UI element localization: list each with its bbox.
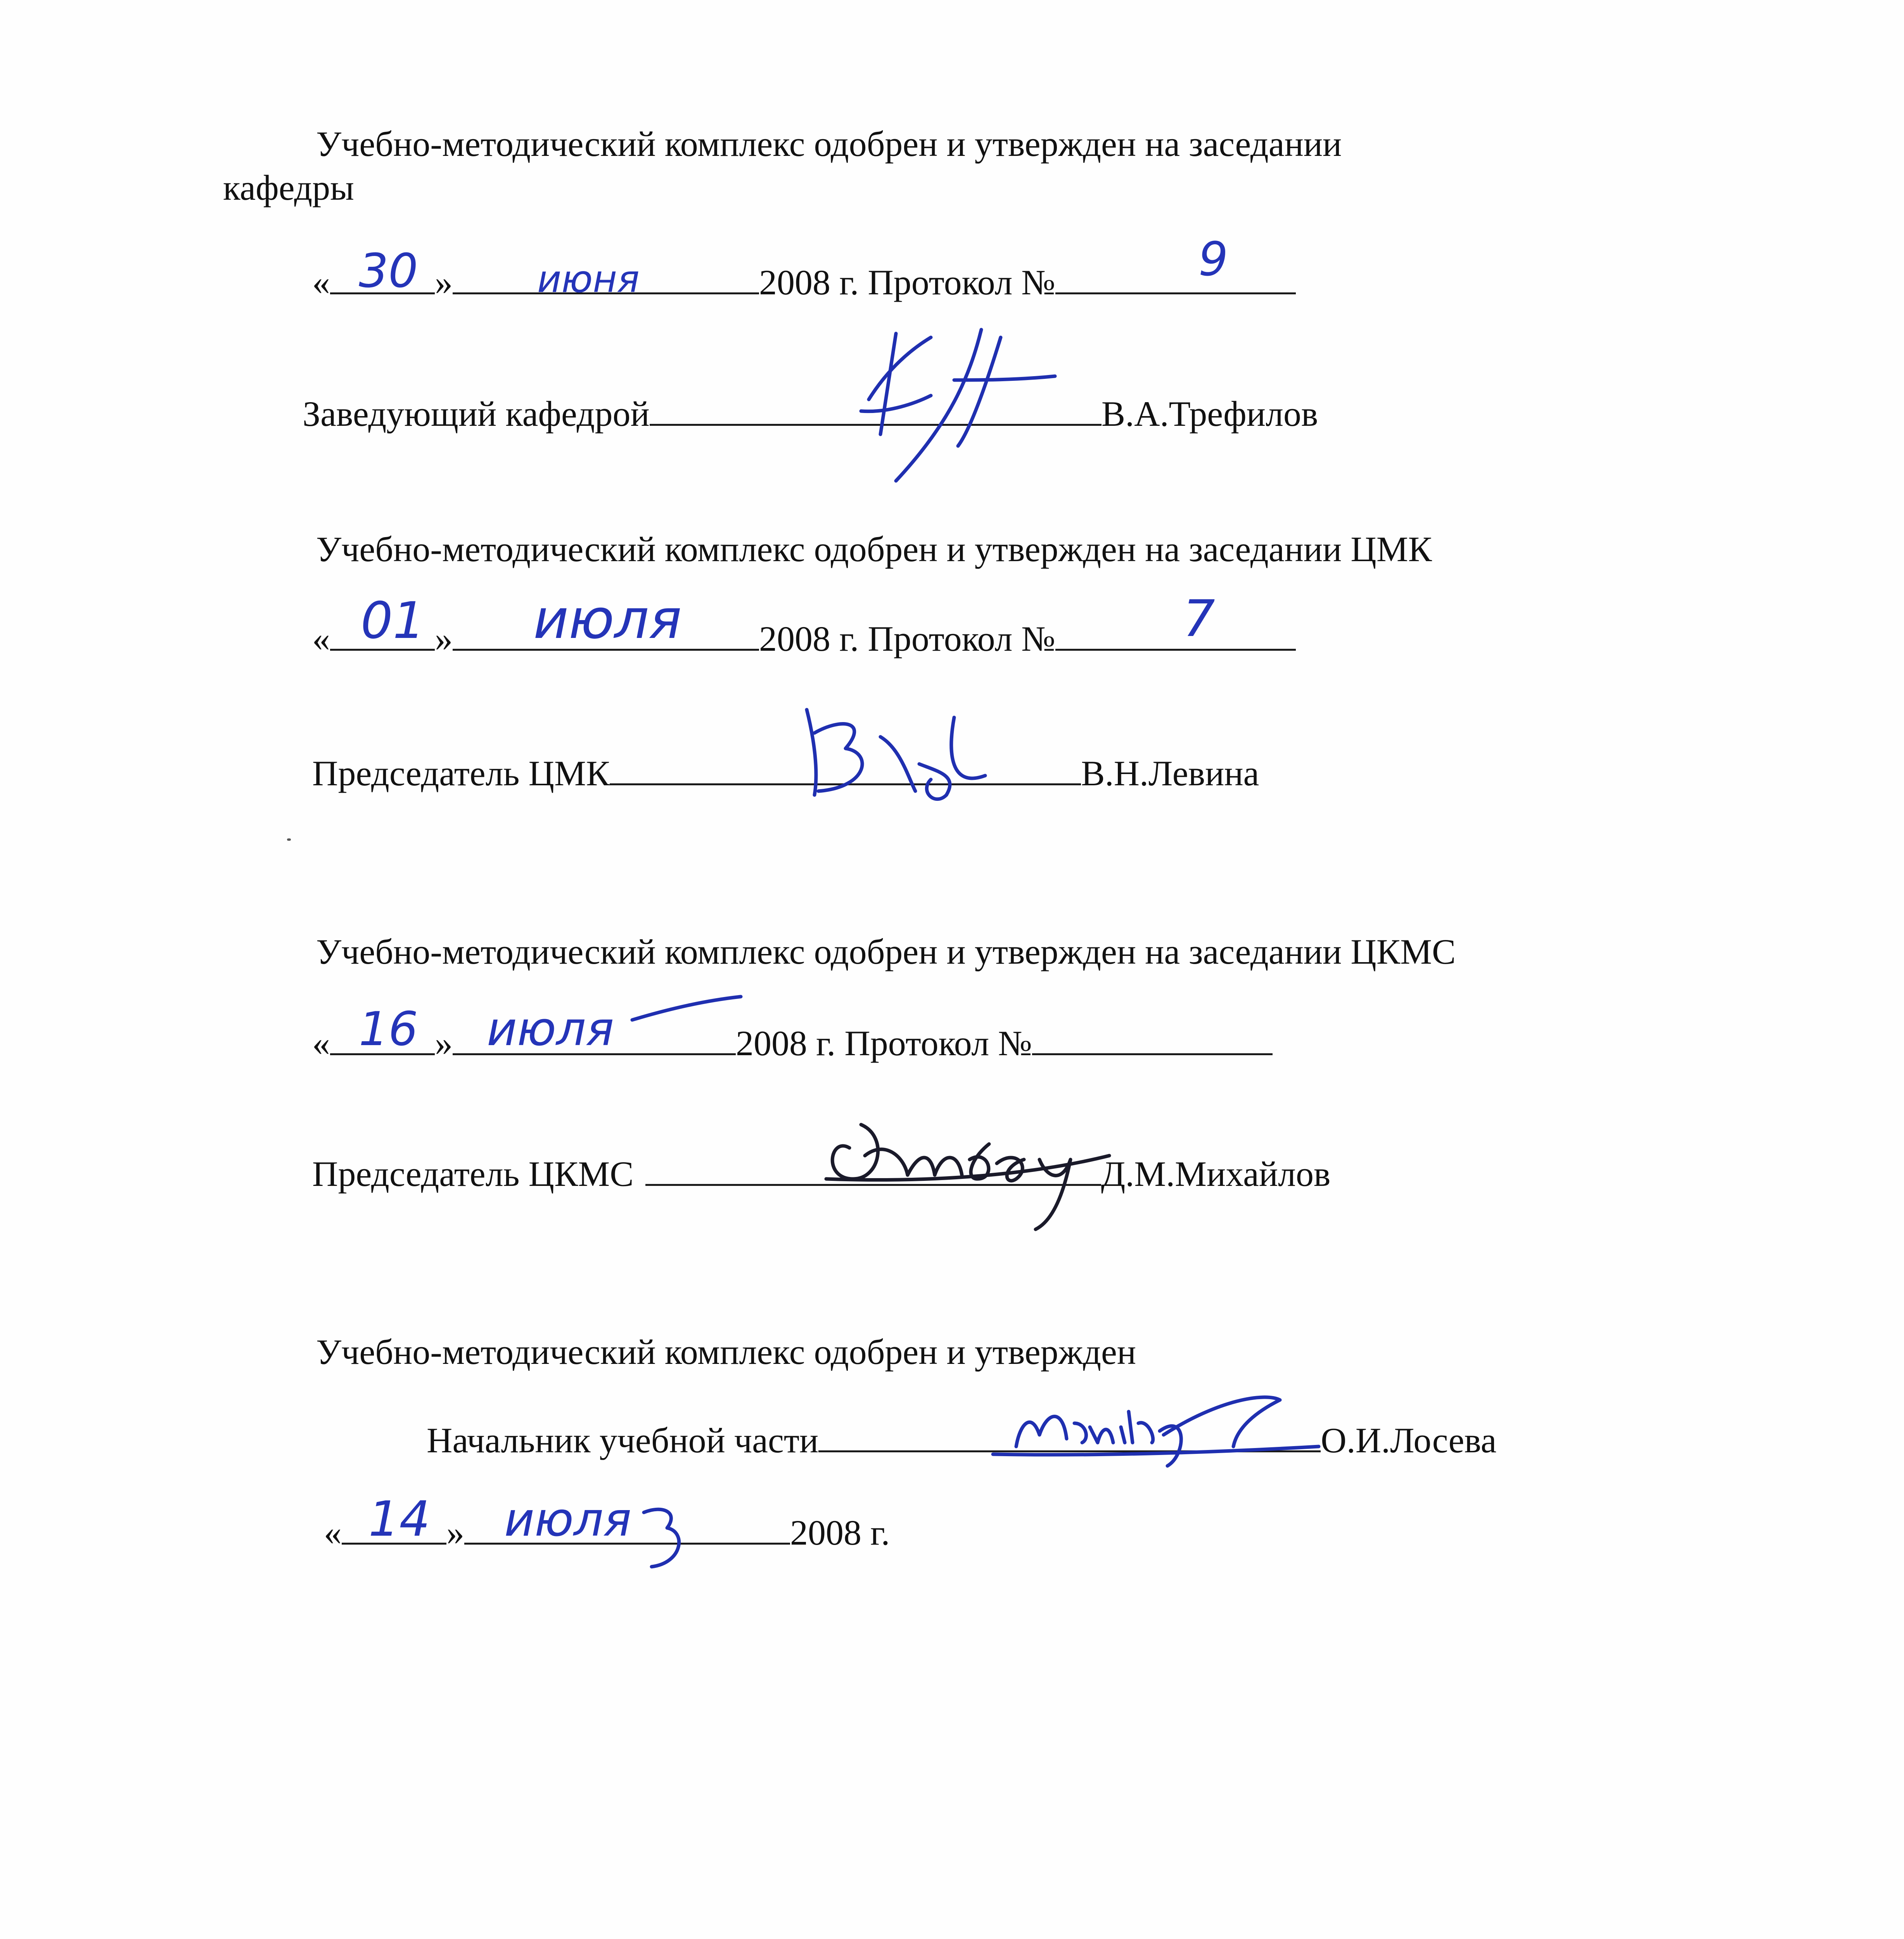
kafedra-signer-name: В.А.Трефилов bbox=[1101, 394, 1318, 434]
scan-speck bbox=[287, 838, 291, 841]
ckms-signature-image bbox=[815, 1101, 1125, 1237]
ckms-date-line bbox=[312, 1023, 1273, 1061]
kafedra-month-handwritten: июня bbox=[537, 257, 640, 301]
ckms-approval-text bbox=[316, 934, 1456, 970]
quote-open: « bbox=[312, 1023, 330, 1063]
cmk-approval-line: Учебно-методический комплекс одобрен и утвержден на заседании ЦМК bbox=[316, 529, 1432, 569]
ckms-month-handwritten: июля bbox=[487, 1002, 614, 1056]
study-month-flourish bbox=[636, 1489, 698, 1574]
ckms-day-handwritten: 16 bbox=[359, 1002, 418, 1056]
kafedra-approval-line-2: кафедры bbox=[223, 168, 354, 207]
cmk-day-handwritten: 01 bbox=[361, 591, 425, 650]
quote-close: » bbox=[435, 263, 453, 302]
kafedra-day-handwritten: 30 bbox=[359, 244, 418, 298]
study-approval-line: Учебно-методический комплекс одобрен и утвержден bbox=[316, 1332, 1136, 1372]
quote-open: « bbox=[312, 619, 330, 658]
kafedra-signature-image bbox=[853, 322, 1070, 489]
study-signature-image bbox=[985, 1377, 1373, 1478]
study-signer-name: О.И.Лосева bbox=[1321, 1421, 1497, 1460]
study-approval-text bbox=[316, 1334, 1136, 1370]
cmk-protocol-handwritten: 7 bbox=[1183, 589, 1215, 648]
ckms-signer-role: Председатель ЦКМС bbox=[312, 1154, 634, 1194]
kafedra-approval-line-1: Учебно-методический комплекс одобрен и утвержден на заседании bbox=[316, 124, 1342, 164]
protocol-blank bbox=[1032, 1023, 1273, 1055]
kafedra-approval-text-2 bbox=[223, 170, 354, 206]
kafedra-signer-role: Заведующий кафедрой bbox=[303, 394, 650, 434]
kafedra-signer-line bbox=[303, 394, 1318, 432]
kafedra-year-protocol: 2008 г. Протокол № bbox=[759, 263, 1056, 302]
study-day-handwritten: 14 bbox=[368, 1491, 431, 1547]
ckms-signer-name: Д.М.Михайлов bbox=[1101, 1154, 1331, 1194]
study-year: 2008 г. bbox=[790, 1513, 890, 1552]
kafedra-approval-text bbox=[316, 126, 1342, 162]
cmk-month-handwritten: июля bbox=[533, 588, 682, 651]
ckms-year-protocol: 2008 г. Протокол № bbox=[736, 1023, 1032, 1063]
cmk-signer-name: В.Н.Левина bbox=[1081, 753, 1259, 793]
cmk-date-line bbox=[312, 619, 1296, 657]
study-signer-role: Начальник учебной части bbox=[427, 1421, 819, 1460]
quote-close: » bbox=[446, 1513, 464, 1552]
study-month-handwritten: июля bbox=[504, 1493, 631, 1547]
protocol-blank bbox=[1055, 619, 1296, 651]
cmk-signature-image bbox=[791, 694, 993, 807]
ckms-approval-line: Учебно-методический комплекс одобрен и утвержден на заседании ЦКМС bbox=[316, 932, 1456, 971]
cmk-signer-line bbox=[312, 753, 1259, 791]
ckms-month-flourish bbox=[628, 993, 745, 1024]
cmk-signer-role: Председатель ЦМК bbox=[312, 753, 610, 793]
protocol-blank bbox=[1055, 262, 1296, 294]
quote-close: » bbox=[435, 619, 453, 658]
kafedra-date-line bbox=[312, 257, 1296, 302]
cmk-approval-text bbox=[316, 531, 1432, 567]
quote-open: « bbox=[324, 1513, 342, 1552]
quote-open: « bbox=[312, 263, 330, 302]
quote-close: » bbox=[435, 1023, 453, 1063]
cmk-year-protocol: 2008 г. Протокол № bbox=[759, 619, 1056, 658]
kafedra-protocol-handwritten: 9 bbox=[1198, 233, 1228, 287]
